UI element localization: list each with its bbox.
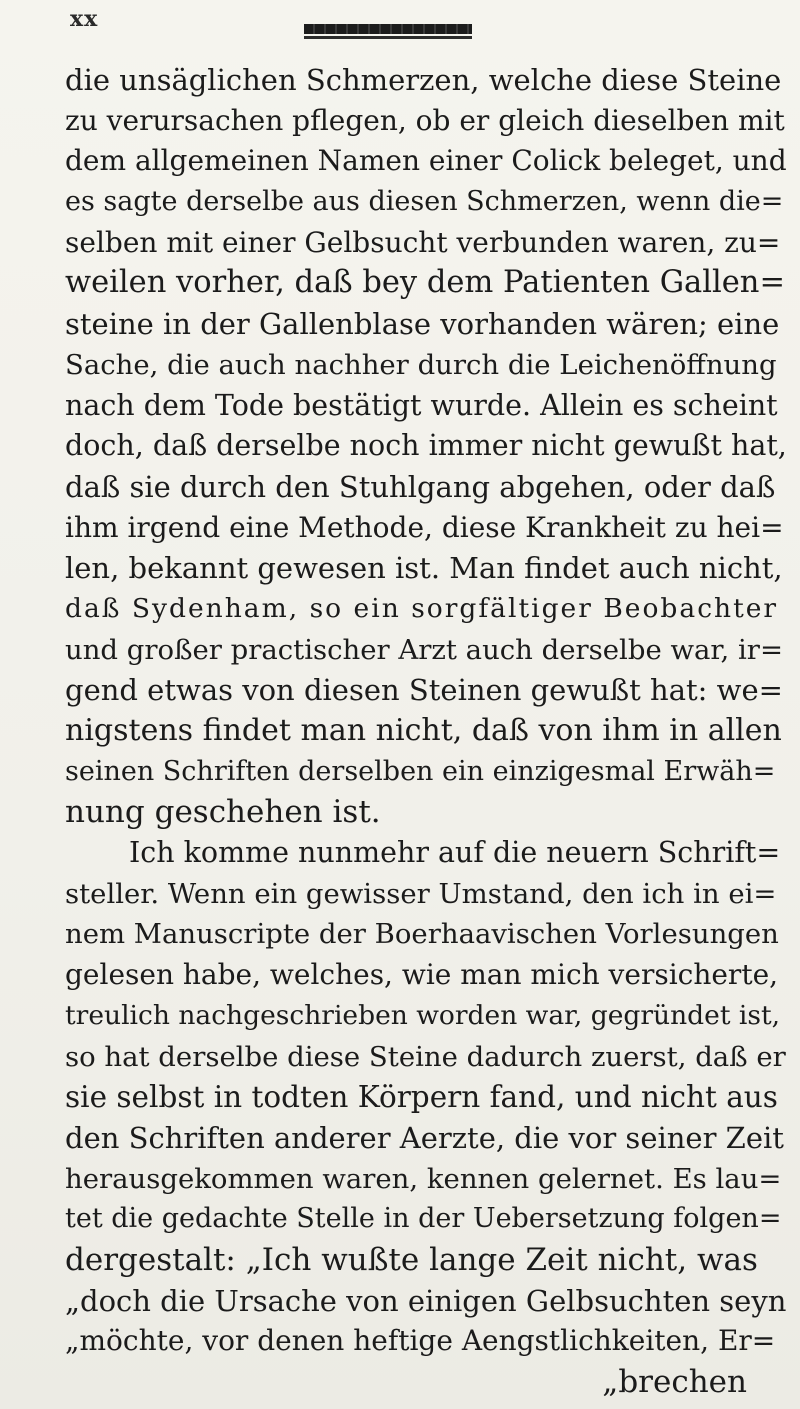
body-text [65,60,787,1403]
text-line: nung geschehen ist. [65,794,381,831]
text-line: dem allgemeinen Namen einer Colick beleget, und [65,144,787,178]
text-line: len, bekannt gewesen ist. Man findet auch nicht, [65,551,783,586]
text-line: sie selbst in todten Körpern fand, und nicht aus [65,1080,778,1115]
text-line: tet die gedachte Stelle in der Uebersetzung folgen= [65,1203,782,1235]
text-line: so hat derselbe diese Steine dadurch zuerst, daß er [65,1040,786,1073]
text-line: steine in der Gallenblase vorhanden wären; eine [65,307,780,342]
text-line: nach dem Tode bestätigt wurde. Allein es scheint [65,388,778,422]
text-line: gelesen habe, welches, wie man mich versicherte, [65,958,779,992]
text-line: „doch die Ursache von einigen Gelbsuchten seyn [65,1283,787,1318]
text-line: es sagte derselbe aus diesen Schmerzen, wenn die= [65,186,784,218]
text-line: und großer practischer Arzt auch derselbe war, ir= [65,633,783,666]
text-line: nem Manuscripte der Boerhaavischen Vorlesungen [65,918,779,951]
text-line: Sache, die auch nachher durch die Leichenöffnung [65,348,777,381]
text-line: daß sie durch den Stuhlgang abgehen, oder daß [65,469,776,504]
text-line: daß Sydenham, so ein sorgfältiger Beobachter [65,592,779,624]
text-line: doch, daß derselbe noch immer nicht gewußt hat, [65,429,787,463]
text-line: „möchte, vor denen heftige Aengstlichkeiten, Er= [65,1324,776,1358]
page-number: xx [70,6,99,32]
header-ornament-rule [304,24,472,34]
text-line: die unsäglichen Schmerzen, welche diese Steine [65,63,782,97]
text-line: steller. Wenn ein gewisser Umstand, den ich in ei= [65,877,777,910]
text-line: nigstens findet man nicht, daß von ihm in allen [65,713,782,748]
text-line: weilen vorher, daß bey dem Patienten Gallen= [65,265,785,301]
header-ornament-underline [304,36,472,39]
text-line: Ich komme nunmehr auf die neuern Schrift= [129,836,781,870]
text-line: treulich nachgeschrieben worden war, gegründet ist, [65,999,781,1031]
catchword: „brechen [602,1364,747,1400]
text-line: ihm irgend eine Methode, diese Krankheit zu hei= [65,510,784,544]
text-line: seinen Schriften derselben ein einzigesmal Erwäh= [65,755,776,787]
page-header [0,0,800,52]
text-line: selben mit einer Gelbsucht verbunden waren, zu= [65,225,781,259]
text-line: zu verursachen pflegen, ob er gleich dieselben mit [65,103,785,137]
text-line: den Schriften anderer Aerzte, die vor seiner Zeit [65,1120,784,1155]
text-line: dergestalt: „Ich wußte lange Zeit nicht, was [65,1241,758,1278]
text-line: herausgekommen waren, kennen gelernet. Es lau= [65,1162,782,1195]
text-line: gend etwas von diesen Steinen gewußt hat: we= [65,673,783,708]
